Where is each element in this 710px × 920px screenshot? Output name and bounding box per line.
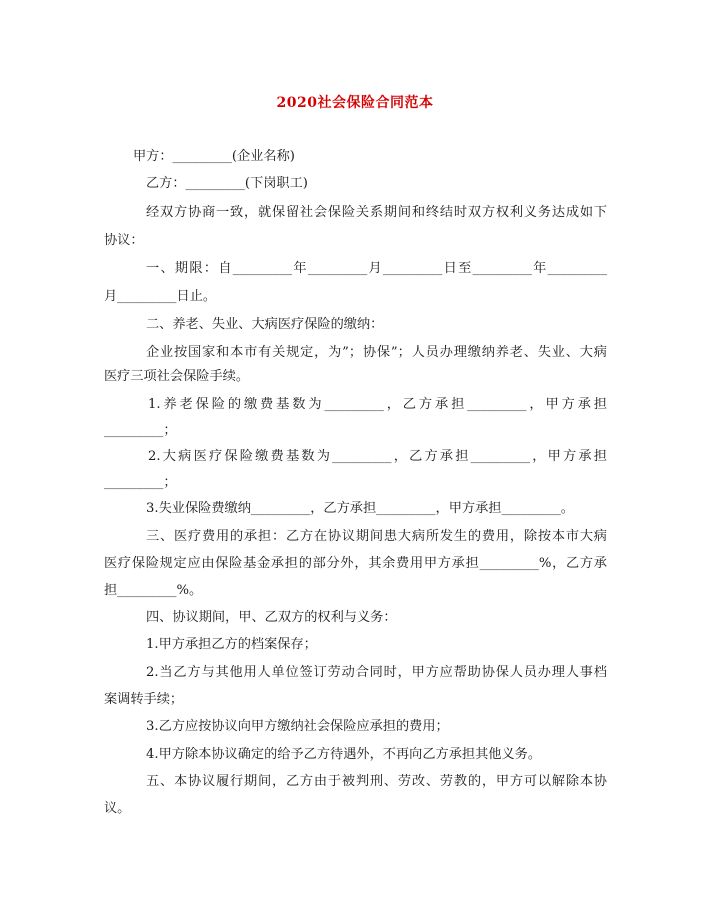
section-3-text-2: 医疗保险规定应由保险基金承担的部分外，其余费用甲方承担_________%，乙方承 bbox=[104, 556, 607, 571]
party-a-line: 甲方：_________(企业名称) bbox=[133, 149, 295, 164]
intro-line-2: 协议： bbox=[104, 233, 144, 248]
section-3-text-3: 担_________%。 bbox=[104, 583, 203, 598]
section-3-text-1: 三、医疗费用的承担：乙方在协议期间患大病所发生的费用，除按本市大病 bbox=[146, 529, 607, 544]
party-b-line: 乙方：_________(下岗职工) bbox=[146, 176, 308, 191]
section-2-text-2: 医疗三项社会保险手续。 bbox=[104, 369, 250, 384]
pension-line-1: 1.养老保险的缴费基数为_________，乙方承担_________，甲方承担 bbox=[148, 397, 607, 412]
term-line-2: 月_________日止。 bbox=[104, 289, 217, 304]
medical-line-2: _________； bbox=[104, 475, 177, 490]
document-title: 2020社会保险合同范本 bbox=[276, 95, 434, 111]
unemployment-line: 3.失业保险费缴纳_________，乙方承担_________，甲方承担_________。 bbox=[146, 501, 574, 516]
section-2-text-1: 企业按国家和本市有关规定，为”；协保”；人员办理缴纳养老、失业、大病 bbox=[146, 345, 607, 360]
section-4-item-3: 3.乙方应按协议向甲方缴纳社会保险应承担的费用； bbox=[146, 719, 449, 734]
section-4-item-2b: 案调转手续； bbox=[104, 692, 184, 707]
section-5-text-2: 议。 bbox=[104, 801, 131, 816]
intro-line-1: 经双方协商一致，就保留社会保险关系期间和终结时双方权利义务达成如下 bbox=[146, 205, 607, 220]
term-line-1: 一、期限：自_________年_________月_________日至_________年_________ bbox=[146, 261, 607, 276]
section-4-item-1: 1.甲方承担乙方的档案保存； bbox=[146, 637, 317, 652]
pension-line-2: _________； bbox=[104, 423, 177, 438]
section-4-item-2a: 2.当乙方与其他用人单位签订劳动合同时，甲方应帮助协保人员办理人事档 bbox=[146, 665, 607, 680]
section-4-heading: 四、协议期间，甲、乙双方的权利与义务： bbox=[146, 610, 397, 625]
section-4-item-4: 4.甲方除本协议确定的给予乙方待遇外，不再向乙方承担其他义务。 bbox=[146, 747, 542, 762]
section-5-text-1: 五、本协议履行期间，乙方由于被判刑、劳改、劳教的，甲方可以解除本协 bbox=[146, 774, 607, 789]
section-2-heading: 二、养老、失业、大病医疗保险的缴纳： bbox=[146, 317, 384, 332]
medical-line-1: 2.大病医疗保险缴费基数为_________，乙方承担_________，甲方承担 bbox=[148, 449, 607, 464]
